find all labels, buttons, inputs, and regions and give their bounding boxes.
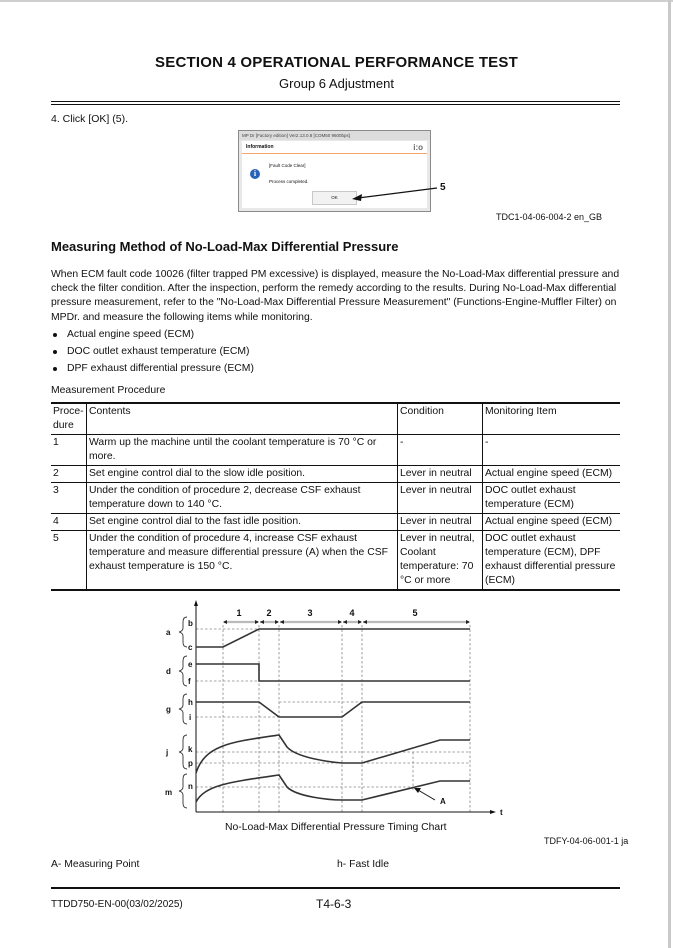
cell-procedure: 5 — [51, 531, 87, 591]
bullet-item: Actual engine speed (ECM) — [51, 326, 254, 343]
phase-label-4: 4 — [349, 608, 355, 618]
figure-reference-2: TDFY-04-06-001-1 ja — [544, 836, 629, 846]
header-procedure: Proce-dure — [51, 403, 87, 435]
cell-condition: Lever in neutral — [398, 514, 483, 531]
phase-label-2: 2 — [266, 608, 272, 618]
cell-condition: Lever in neutral — [398, 483, 483, 514]
cell-monitoring: Actual engine speed (ECM) — [483, 514, 621, 531]
header-monitoring-item: Monitoring Item — [483, 403, 621, 435]
x-axis-label: t — [500, 808, 503, 817]
measuring-point-label: A — [440, 797, 446, 806]
cell-contents: Under the condition of procedure 4, increase CSF exhaust temperature and measure differential pressure (A) when the CSF exhaust temperature is 150 °C. — [87, 531, 398, 591]
level-label-c: c — [188, 643, 193, 652]
footer-divider — [51, 887, 620, 889]
cell-condition: Lever in neutral — [398, 466, 483, 483]
footer-document-id: TTDD750-EN-00(03/02/2025) — [51, 899, 183, 910]
figure-reference-1: TDC1-04-06-004-2 en_GB — [496, 212, 603, 222]
section-heading: Measuring Method of No-Load-Max Differential Pressure — [51, 239, 399, 254]
footer-page-number: T4-6-3 — [316, 897, 352, 911]
group-label-a: a — [166, 628, 171, 637]
phase-label-5: 5 — [412, 608, 418, 618]
dialog-header: Information — [242, 141, 427, 154]
cell-monitoring: DOC outlet exhaust temperature (ECM), DPF exhaust differential pressure (ECM) — [483, 531, 621, 591]
group-label-j: j — [166, 748, 169, 757]
dialog-message-title: [Fault Code Clear] — [269, 163, 306, 168]
cell-contents: Under the condition of procedure 2, decrease CSF exhaust temperature down to 140 °C. — [87, 483, 398, 514]
chart-caption: No-Load-Max Differential Pressure Timing Chart — [225, 822, 447, 833]
measuring-point-arrow-icon — [418, 790, 435, 800]
level-label-n: n — [188, 782, 193, 791]
phase-label-1: 1 — [236, 608, 242, 618]
dialog-ok-button[interactable]: OK — [312, 191, 357, 205]
level-label-e: e — [188, 660, 193, 669]
step-4-instruction: 4. Click [OK] (5). — [51, 113, 129, 125]
phase-label-3: 3 — [307, 608, 313, 618]
cell-monitoring: DOC outlet exhaust temperature (ECM) — [483, 483, 621, 514]
level-label-h: h — [188, 698, 193, 707]
legend-fast-idle: h- Fast Idle — [337, 859, 389, 870]
cell-monitoring: - — [483, 435, 621, 466]
bullet-item: DOC outlet exhaust temperature (ECM) — [51, 343, 254, 360]
section-paragraph: When ECM fault code 10026 (filter trapped PM excessive) is displayed, measure the No-Load-Max differential pressure and check the filter condition. After the inspection, perform the remedy according to the results. During No-Load-Max differential pressure measurement, refer to the "No-Load-Max Differential Pressure Measurement" (Functions-Engine-Muffler Filter) on MPDr. and measure the following items while monitoring. — [51, 269, 620, 323]
group-label-d: d — [166, 667, 171, 676]
section-title: SECTION 4 OPERATIONAL PERFORMANCE TEST — [155, 54, 518, 71]
cell-procedure: 4 — [51, 514, 87, 531]
info-icon: i — [250, 169, 260, 179]
group-title: Group 6 Adjustment — [279, 76, 394, 91]
level-label-f: f — [188, 677, 191, 686]
cell-procedure: 2 — [51, 466, 87, 483]
cell-procedure: 1 — [51, 435, 87, 466]
group-label-g: g — [166, 705, 171, 714]
dialog-message-body: Process completed. — [269, 179, 309, 184]
level-label-b: b — [188, 619, 193, 628]
procedure-label: Measurement Procedure — [51, 385, 166, 396]
callout-number-5: 5 — [440, 182, 446, 193]
level-label-k: k — [188, 745, 193, 754]
cell-procedure: 3 — [51, 483, 87, 514]
level-label-p: p — [188, 759, 193, 768]
legend-measuring-point: A- Measuring Point — [51, 859, 140, 870]
header-condition: Condition — [398, 403, 483, 435]
cell-condition: - — [398, 435, 483, 466]
cell-contents: Set engine control dial to the fast idle position. — [87, 514, 398, 531]
cell-contents: Set engine control dial to the slow idle position. — [87, 466, 398, 483]
bullet-item: DPF exhaust differential pressure (ECM) — [51, 360, 254, 377]
cell-monitoring: Actual engine speed (ECM) — [483, 466, 621, 483]
cell-condition: Lever in neutral, Coolant temperature: 70 °C or more — [398, 531, 483, 591]
dialog-window-title: MP Dr [Factory edition] Ver2.13.0.8 [COM50 9600bps] — [239, 131, 430, 140]
dialog-logo-icon: i:o — [413, 143, 423, 152]
level-label-i: i — [189, 713, 192, 722]
group-label-m: m — [165, 788, 173, 797]
cell-contents: Warm up the machine until the coolant temperature is 70 °C or more. — [87, 435, 398, 466]
header-contents: Contents — [87, 403, 398, 435]
